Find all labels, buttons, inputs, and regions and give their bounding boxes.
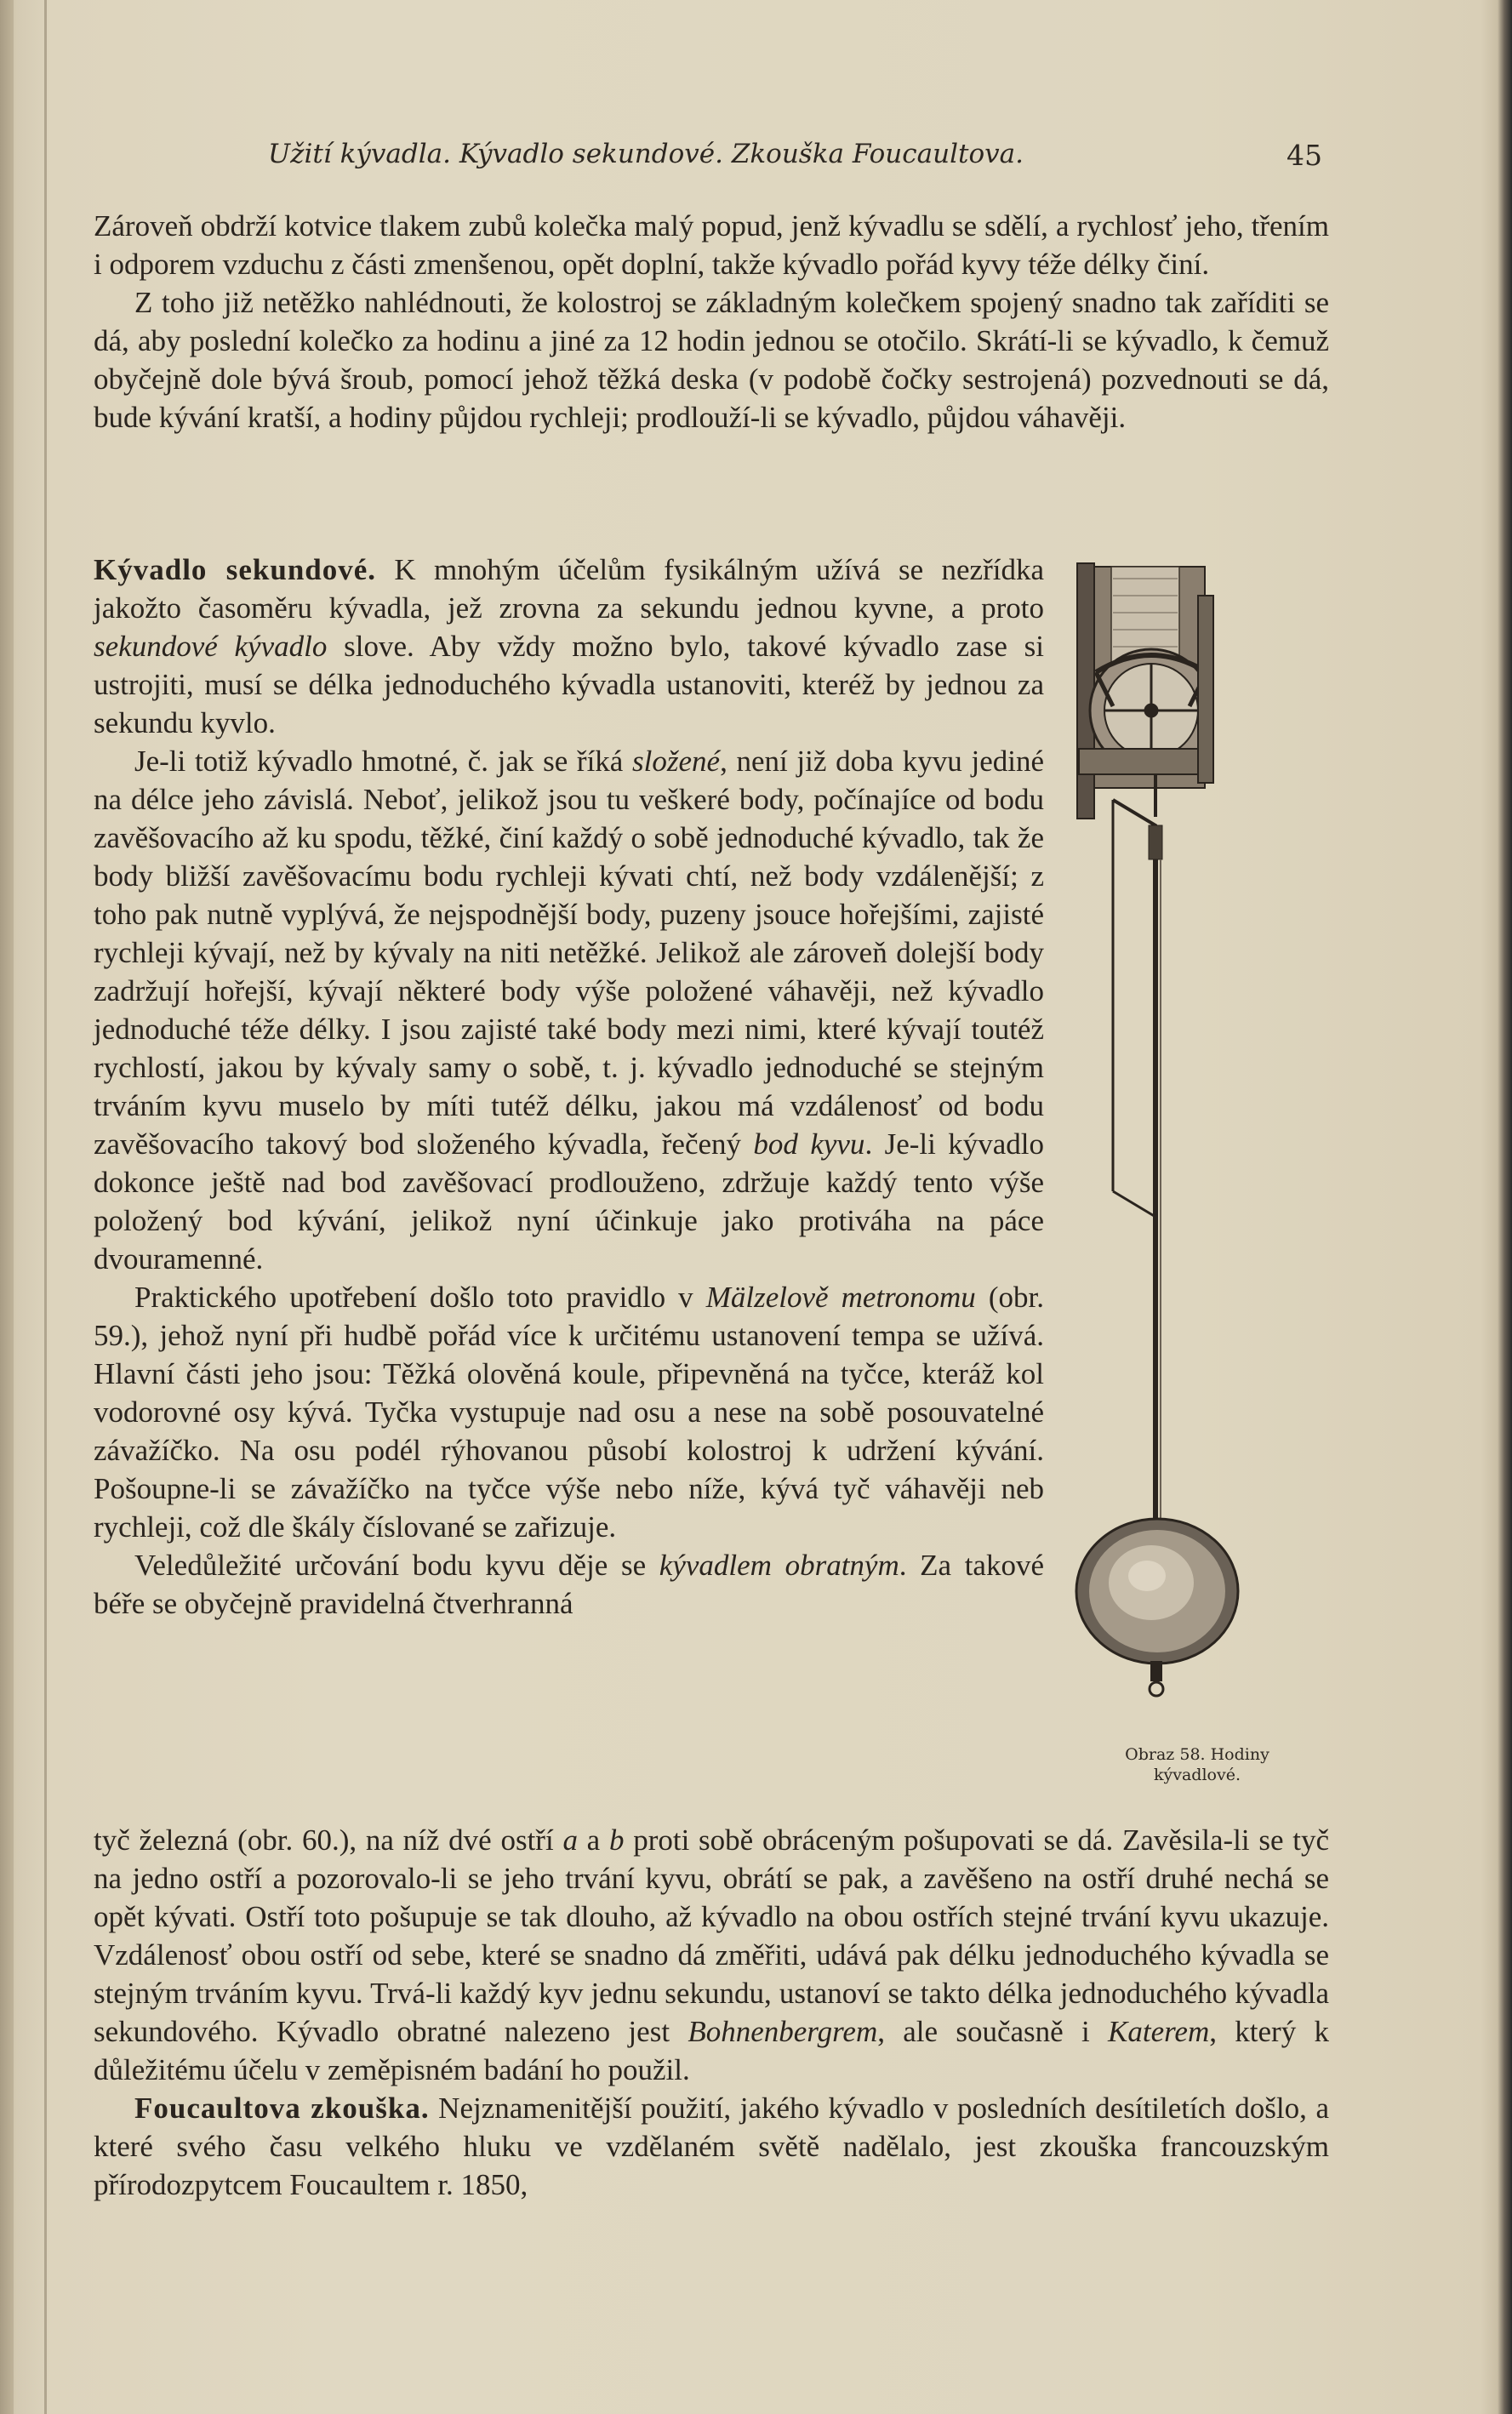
page-number: 45	[1287, 139, 1322, 172]
figure-caption	[1091, 1744, 1304, 1785]
section-heading: Kývadlo sekundové.	[94, 553, 377, 586]
paragraph-obratne-start	[94, 1546, 1044, 1623]
paragraph-metronom	[94, 1278, 1044, 1546]
paragraph-foucault	[94, 2089, 1329, 2204]
paragraph-text: Veledůležité určování bodu kyvu děje se	[134, 1549, 659, 1582]
paragraph-text: Praktického upotřebení došlo toto pravidlo v	[134, 1281, 706, 1314]
paragraph-text: , ale současně i	[877, 2015, 1108, 2048]
binding-shadow	[44, 0, 47, 2414]
paragraph-text: Je-li totiž kývadlo hmotné, č. jak se říká	[134, 745, 633, 778]
paragraph-text: slove. Aby vždy možno bylo, takové kývadlo zase si ustrojiti, musí se délka jednoduchého kývadla ustanoviti, kteréž by jednou za sekundu kyvlo.	[94, 630, 1044, 739]
paragraph-text: , který k důležitému účelu v zeměpisném badání ho použil.	[94, 2015, 1329, 2086]
pendulum-clock-illustration	[1062, 545, 1317, 1736]
paragraph-text: a	[577, 1823, 609, 1857]
term: Mälzelově metronomu	[705, 1281, 976, 1314]
pendulum-rod	[1113, 774, 1162, 1523]
variable: b	[608, 1823, 625, 1857]
paragraph-text: K mnohým účelům fysikálným užívá se nezřídka jakožto časoměru kývadla, jež zrovna za sekundu jednou kyvne, a proto	[94, 553, 1044, 625]
paragraph: Zároveň obdrží kotvice tlakem zubů kolečka malý popud, jenž kývadlu se sdělí, a rychlosť jeho, třením i odporem vzduchu z části zmenšenou, opět doplní, takže kývadlo pořád kyvy téže délky činí.	[94, 209, 1329, 281]
paragraph-text: , není již doba kyvu jediné na délce jeho závislá. Neboť, jelikož jsou tu veškeré body, počínajíce od bodu zavěšovacího až ku spodu, těžké, činí každý o sobě jednoduché kývadlo, tak že body bližší zavěšovacímu bodu rychleji kývati chtí, než body vzdálenější; z toho pak nutně vyplývá, že nejspodnější body, puzeny jsouce hořejšími, zajisté rychleji kývají, než by kývaly na niti netěžké. Jelikož ale zároveň dolejší body zadržují hořejší, kývají některé body výše položené váhavěji, než kývadlo jednoduché téže délky. I jsou zajisté také body mezi nimi, které kývají toutéž rychlostí, jakou by kývaly samy o sobě, t. j. kývadlo jednoduché se stejným trváním kyvu muselo by míti tutéž délku, jakou má vzdálenosť od bodu zavěšovacího takový bod složeného kývadla, řečený	[94, 745, 1045, 1161]
clock-mechanism	[1077, 563, 1213, 819]
variable: a	[562, 1823, 578, 1857]
text-block-top	[94, 207, 1329, 437]
term: bod kyvu	[753, 1127, 865, 1161]
term: složené	[632, 745, 721, 778]
paragraph: Z toho již netěžko nahlédnouti, že kolostroj se základným kolečkem spojený snadno tak zaříditi se dá, aby poslední kolečko za hodinu a jiné za 12 hodin jednou se otočilo. Skrátí-li se kývadlo, k čemuž obyčejně dole bývá šroub, pomocí jehož těžká deska (v podobě čočky sestrojená) pozvednouti se dá, bude kývání kratší, a hodiny půjdou rychleji; prodlouží-li se kývadlo, půjdou váhavěji.	[94, 286, 1329, 434]
running-head: Užití kývadla. Kývadlo sekundové. Zkouška Foucaultova.	[268, 139, 1024, 169]
paragraph-text: . Je-li kývadlo dokonce ještě nad bod zavěšovací prodlouženo, zdržuje každý tento výše položený bod kývání, jelikož nyní účinkuje jako protiváha na páce dvouramenné.	[94, 1127, 1045, 1275]
book-spine	[0, 0, 14, 2414]
section-heading: Foucaultova zkouška.	[134, 2092, 430, 2125]
paragraph-text: tyč železná (obr. 60.), na níž dvé ostří	[94, 1823, 563, 1857]
paragraph-text: Nejznamenitější použití, jakého kývadlo v posledních desítiletích došlo, a které svého času velkého hluku ve vzdělaném světě nadělalo, jest zkouška francouzským přírodozpytcem Foucaultem r. 1850,	[94, 2092, 1330, 2201]
paragraph-text: . Za takové béře se obyčejně pravidelná čtverhranná	[94, 1549, 1044, 1620]
paragraph-sekundove	[94, 551, 1044, 742]
text-block-bottom	[94, 1821, 1329, 2204]
paragraph-text: (obr. 59.), jehož nyní při hudbě pořád více k určitému ustanovení tempa se užívá. Hlavní části jeho jsou: Těžká olověná koule, připevněná na tyčce, kteráž kol vodorovné osy kývá. Tyčka vystupuje nad osu a nese na sobě posouvatelné závažíčko. Na osu podél rýhovanou působí kolostroj k udržení kývání. Pošoupne-li se závažíčko na tyčce výše nebo níže, kývá tyč váhavěji neb rychleji, což dle škály číslované se zařizuje.	[94, 1281, 1044, 1544]
caption-line: kývadlové.	[1153, 1766, 1241, 1784]
paragraph-slozene	[94, 742, 1044, 1278]
person-name: Katerem	[1108, 2015, 1210, 2048]
text-block-column	[94, 551, 1044, 1623]
term: sekundové kývadlo	[94, 630, 328, 663]
person-name: Bohnenbergrem	[688, 2015, 878, 2048]
paragraph-text: proti sobě obráceným pošupovati se dá. Zavěsila-li se tyč na jedno ostří a pozorovalo-li se jeho trvání kyvu, obrátí se pak, a zavěšeno na ostří druhé nechá se opět kývati. Ostří toto pošupuje se tak dlouho, až kývadlo na obou ostřích stejné trvání kyvu ukazuje. Vzdálenosť obou ostří od sebe, které se snadno dá změřiti, udává pak délku jednoduchého kývadla se stejným trváním kyvu. Trvá-li každý kyv jednu sekundu, ustanoví se takto délka jednoduchého kývadla sekundového. Kývadlo obratné nalezeno jest	[94, 1823, 1330, 2048]
paragraph-obratne-cont	[94, 1821, 1329, 2089]
term: kývadlem obratným	[659, 1549, 899, 1582]
pendulum-bob	[1076, 1519, 1238, 1696]
caption-line: Obraz 58. Hodiny	[1125, 1745, 1270, 1764]
